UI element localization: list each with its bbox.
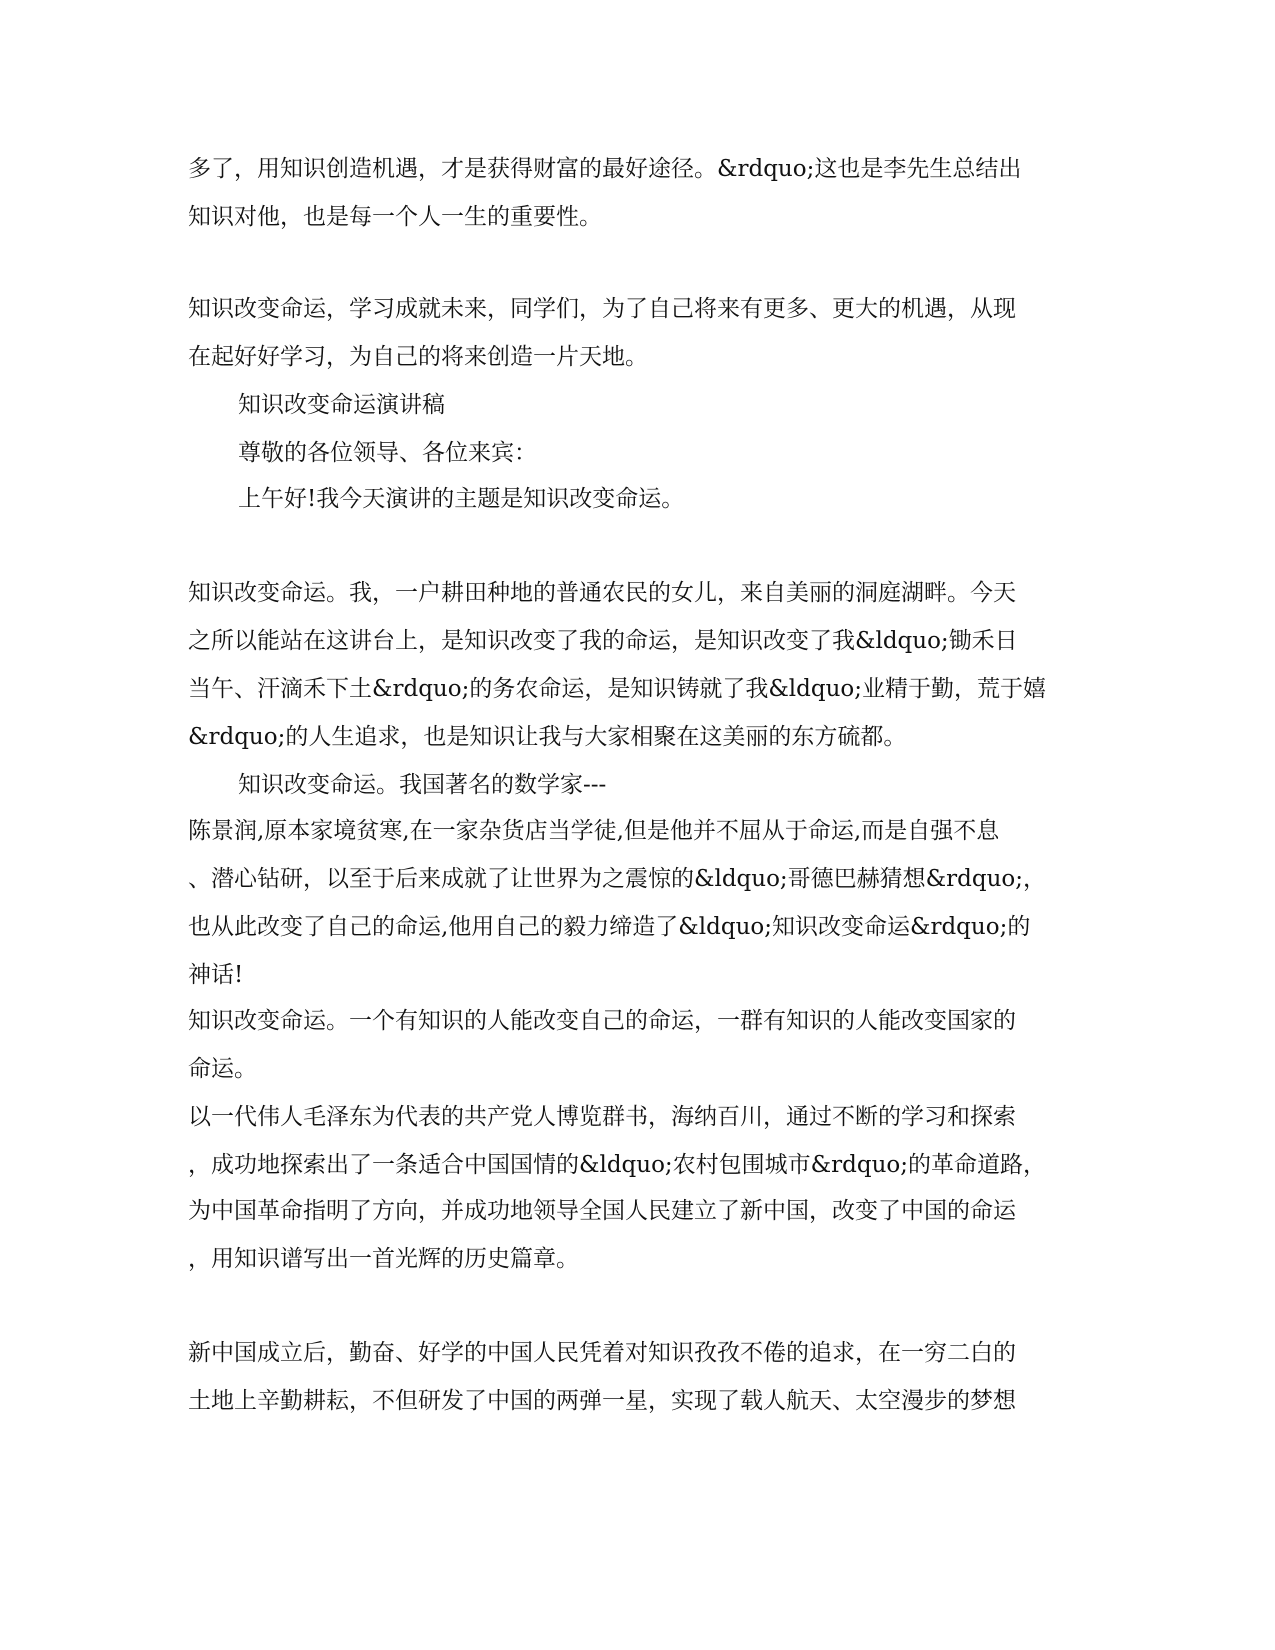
text-line: 当午、汗滴禾下土&rdquo;的务农命运，是知识铸就了我&ldquo;业精于勤，荒于嬉 — [188, 676, 1047, 702]
text-line: 神话! — [188, 962, 244, 988]
text-line: 知识改变命运。我，一户耕田种地的普通农民的女儿，来自美丽的洞庭湖畔。今天 — [188, 580, 1016, 606]
greeting: 上午好!我今天演讲的主题是知识改变命运。 — [238, 486, 685, 512]
text-line: 多了，用知识创造机遇，才是获得财富的最好途径。&rdquo;这也是李先生总结出 — [188, 156, 1022, 182]
text-line: 以一代伟人毛泽东为代表的共产党人博览群书，海纳百川，通过不断的学习和探索 — [188, 1104, 1016, 1130]
text-line: 也从此改变了自己的命运,他用自己的毅力缔造了&ldquo;知识改变命运&rdquo;的 — [188, 914, 1031, 940]
text-line: 知识改变命运。我国著名的数学家--- — [238, 772, 607, 798]
text-line: 新中国成立后，勤奋、好学的中国人民凭着对知识孜孜不倦的追求，在一穷二白的 — [188, 1340, 1016, 1366]
text-line: 知识改变命运。一个有知识的人能改变自己的命运，一群有知识的人能改变国家的 — [188, 1008, 1016, 1034]
text-line: ，用知识谱写出一首光辉的历史篇章。 — [188, 1246, 579, 1272]
text-line: 知识改变命运，学习成就未来，同学们，为了自己将来有更多、更大的机遇，从现 — [188, 296, 1016, 322]
salutation: 尊敬的各位领导、各位来宾： — [238, 440, 537, 466]
text-line: 、潜心钻研，以至于后来成就了让世界为之震惊的&ldquo;哥德巴赫猜想&rdquo;， — [188, 866, 1047, 892]
text-line: 在起好好学习，为自己的将来创造一片天地。 — [188, 344, 648, 370]
text-line: ，成功地探索出了一条适合中国国情的&ldquo;农村包围城市&rdquo;的革命道路， — [188, 1152, 1047, 1178]
text-line: &rdquo;的人生追求，也是知识让我与大家相聚在这美丽的东方硫都。 — [188, 724, 907, 750]
text-line: 陈景润,原本家境贫寒,在一家杂货店当学徒,但是他并不屈从于命运,而是自强不息 — [188, 818, 1000, 844]
text-line: 为中国革命指明了方向，并成功地领导全国人民建立了新中国，改变了中国的命运 — [188, 1198, 1016, 1224]
text-line: 之所以能站在这讲台上，是知识改变了我的命运，是知识改变了我&ldquo;锄禾日 — [188, 628, 1018, 654]
text-line: 土地上辛勤耕耘，不但研发了中国的两弹一星，实现了载人航天、太空漫步的梦想 — [188, 1388, 1016, 1414]
speech-title: 知识改变命运演讲稿 — [238, 392, 445, 418]
text-line: 知识对他，也是每一个人一生的重要性。 — [188, 204, 602, 230]
text-line: 命运。 — [188, 1056, 257, 1082]
